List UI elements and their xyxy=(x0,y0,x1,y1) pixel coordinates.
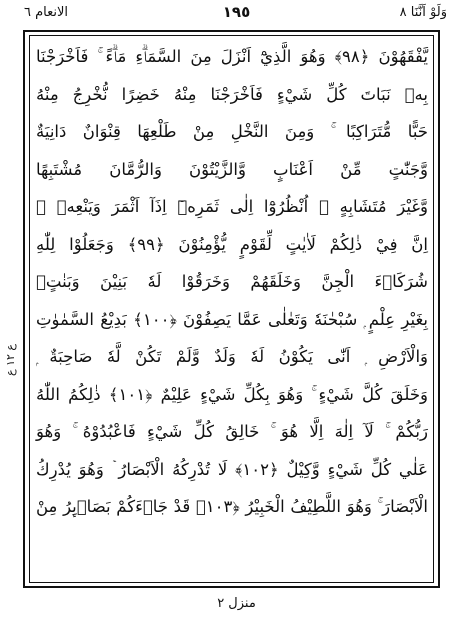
verse-line: وَالْاَرْضِ ۭ اَنّٰى يَكُوْنُ لَهٗ وَلَدٌ وَّلَمْ تَكُنْ لَّهٗ صَاحِبَةٌ ۭ xyxy=(36,347,428,366)
verse-line: شُرَكَاۗءَ الْجِنَّ وَخَلَقَهُمْ وَخَرَقُوْا لَهٗ بَنِيْنَ وَبَنٰتٍۢ xyxy=(36,272,428,291)
surah-name: الانعام ٦ xyxy=(24,5,69,20)
ruku-margin-marker: ع ١٢ ع xyxy=(4,344,17,376)
verse-line: بِهٖ نَبَاتَ كُلِّ شَيْءٍ فَاَخْرَجْنَا مِنْهُ خَضِرًا نُّخْرِجُ مِنْهُ xyxy=(36,84,428,104)
verse-line: اِنَّ فِيْ ذٰلِكُمْ لَاٰيٰتٍ لِّقَوْمٍ يُّؤْمِنُوْنَ ﴿٩٩﴾ وَجَعَلُوْا لِلّٰهِ xyxy=(36,234,428,254)
page-header xyxy=(0,0,473,34)
verse-line: حَبًّا مُّتَرَاكِبًا ۚ وَمِنَ النَّخْلِ مِنْ طَلْعِهَا قِنْوَانٌ دَانِيَةٌ xyxy=(36,122,428,141)
verse-line: وَّجَنّٰتٍ مِّنْ اَعْنَابٍ وَّالزَّيْتُوْنَ وَالرُّمَّانَ مُشْتَبِهًا xyxy=(36,159,428,179)
verse-line: يَّفْقَهُوْنَ ﴿٩٨﴾ وَهُوَ الَّذِيْٓ اَنْزَلَ مِنَ السَّمَاۗءِ مَاۗءً ۚ فَاَخْرَجْنَا xyxy=(36,47,428,66)
juz-name: وَلَوْ اَنَّنَا ٨ xyxy=(399,5,447,20)
verse-line: وَخَلَقَ كُلَّ شَيْءٍ ۚ وَهُوَ بِكُلِّ شَيْءٍ عَلِيْمٌ ﴿١٠١﴾ ذٰلِكُمُ اللّٰهُ xyxy=(36,384,429,404)
verse-line: وَّغَيْرَ مُتَشَابِهٍ ۭ اُنْظُرُوْٓا اِلٰى ثَمَرِهٖٓ اِذَآ اَثْمَرَ وَيَنْعِهٖ ۭ xyxy=(36,197,428,216)
verse-line: بِغَيْرِ عِلْمٍ ۭ سُبْحٰنَهٗ وَتَعٰلٰى عَمَّا يَصِفُوْنَ ﴿١٠٠﴾ بَدِيْعُ السَّمٰوٰتِ xyxy=(36,309,428,329)
verse-text-block xyxy=(33,38,431,582)
page-number: ١٩٥ xyxy=(222,3,251,21)
verse-line: رَبُّكُمْ ۚ لَآ اِلٰهَ اِلَّا هُوَ ۚ خَالِقُ كُلِّ شَيْءٍ فَاعْبُدُوْهُ ۚ وَهُوَ xyxy=(36,422,428,441)
verse-line: الْاَبْصَارَ ۚ وَهُوَ اللَّطِيْفُ الْخَبِيْرُ ﴿١٠٣﴾ قَدْ جَاۗءَكُمْ بَصَاۗىِٕرُ مِنْ xyxy=(36,497,428,516)
verse-line: عَلٰي كُلِّ شَيْءٍ وَّكِيْلٌ ﴿١٠٢﴾ لَا تُدْرِكُهُ الْاَبْصَارُ ۡ وَهُوَ يُدْرِكُ xyxy=(36,459,428,479)
manzil-footer: منزل ٢ xyxy=(217,596,256,611)
